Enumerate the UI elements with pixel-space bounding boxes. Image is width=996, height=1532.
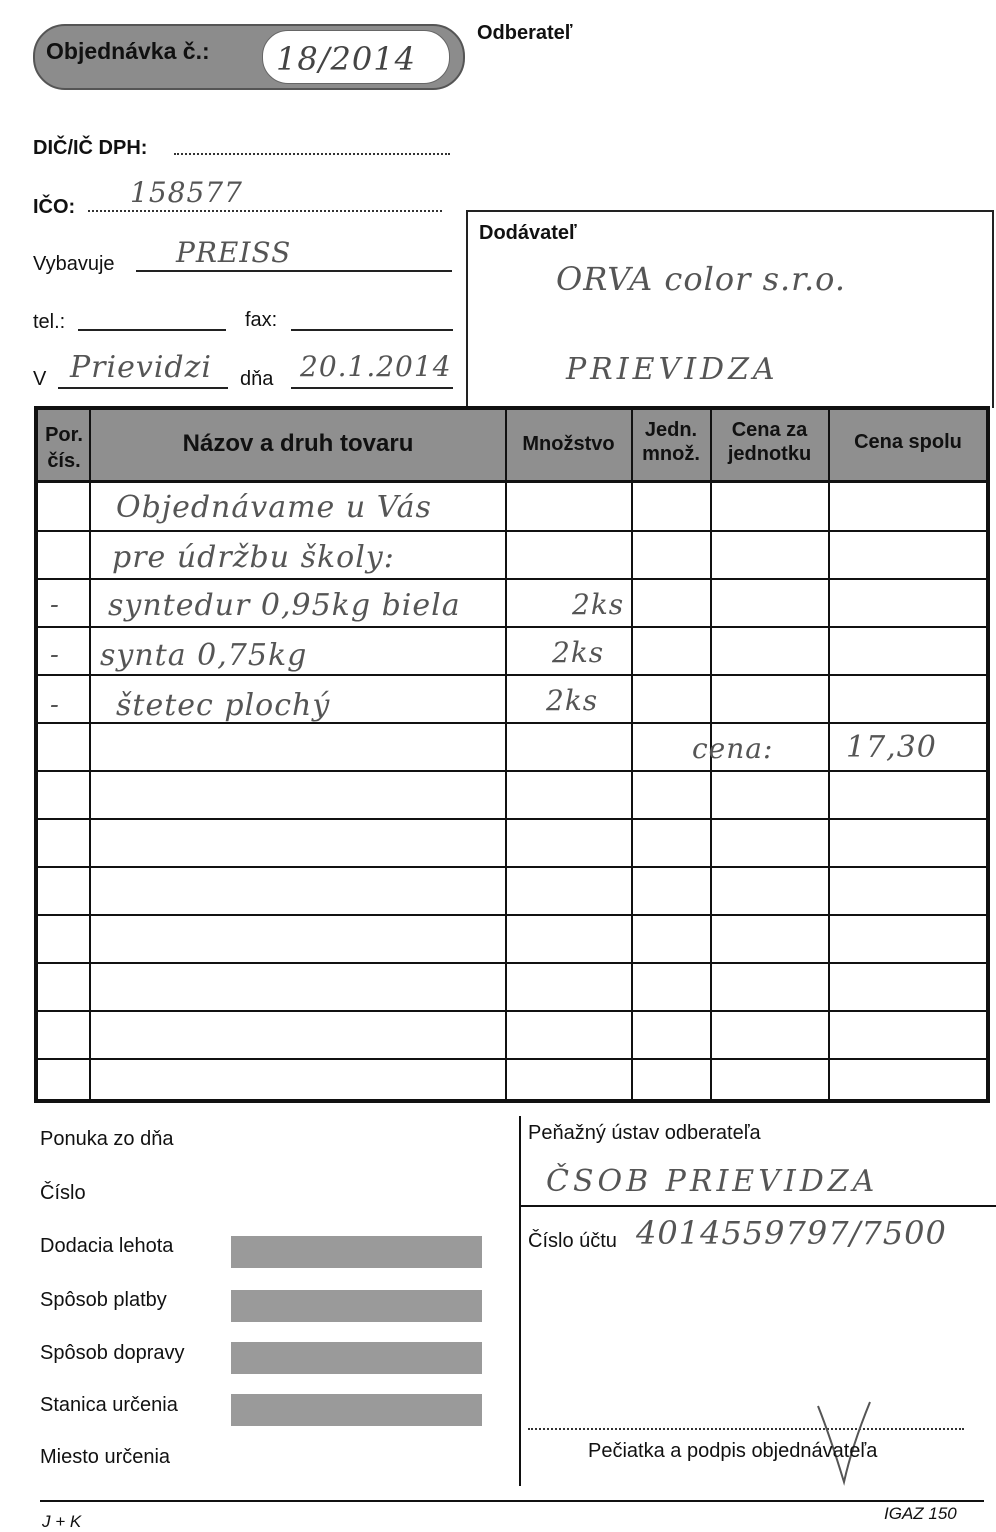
table-row	[38, 866, 986, 868]
table-row	[38, 818, 986, 820]
table-row-quantity: 2ks	[552, 636, 605, 669]
table-row	[38, 1058, 986, 1060]
col-header-unit-line2: množ.	[642, 443, 700, 465]
table-row-name: syntedur 0,95kg biela	[108, 588, 461, 623]
order-label: Objednávka č.:	[46, 38, 210, 64]
place-of-destination-label: Miesto určenia	[40, 1446, 171, 1468]
table-row	[38, 1010, 986, 1012]
supplier-label: Dodávateľ	[479, 222, 577, 244]
delivery-field[interactable]	[231, 1236, 482, 1268]
table-row	[38, 962, 986, 964]
table-row	[38, 914, 986, 916]
fax-field[interactable]	[291, 329, 453, 331]
bank-label: Peňažný ústav odberateľa	[528, 1122, 761, 1144]
price-note-label: cena:	[692, 732, 774, 765]
col-divider	[631, 410, 633, 1099]
payment-label: Spôsob platby	[40, 1289, 167, 1311]
col-header-name: Názov a druh tovaru	[182, 430, 414, 457]
col-divider	[828, 410, 830, 1099]
col-header-number-line2: čís.	[47, 450, 81, 472]
date-field[interactable]	[291, 387, 453, 389]
table-row	[38, 530, 986, 532]
dic-label: DIČ/IČ DPH:	[33, 137, 148, 159]
price-note-value: 17,30	[846, 730, 937, 765]
account-label: Číslo účtu	[528, 1230, 617, 1252]
tel-field[interactable]	[78, 329, 226, 331]
col-header-unit-price-line1: Cena za	[731, 419, 808, 441]
supplier-name: ORVA color s.r.o.	[556, 260, 846, 298]
col-header-total: Cena spolu	[854, 431, 962, 453]
table-row-name: synta 0,75kg	[100, 638, 308, 673]
table-row-name: Objednávame u Vás	[116, 490, 432, 525]
table-row	[38, 626, 986, 628]
col-header-unit	[633, 418, 709, 466]
table-row	[38, 770, 986, 772]
table-row-quantity: 2ks	[546, 684, 599, 717]
publisher-left: J + K	[42, 1512, 82, 1531]
bottom-rule	[40, 1500, 984, 1502]
col-divider	[89, 410, 91, 1099]
delivery-label: Dodacia lehota	[40, 1235, 174, 1257]
publisher-right: IGAZ 150	[884, 1504, 957, 1523]
dic-field[interactable]	[174, 153, 450, 155]
date-value: 20.1.2014	[300, 350, 452, 383]
bank-divider	[520, 1205, 996, 1207]
col-divider	[505, 410, 507, 1099]
number-label: Číslo	[40, 1182, 86, 1204]
col-header-number	[40, 422, 88, 474]
tel-label: tel.:	[33, 311, 66, 333]
table-row-number: -	[50, 690, 60, 720]
place-value: Prievidzi	[70, 350, 213, 385]
col-header-quantity: Množstvo	[522, 433, 615, 455]
col-header-unit-price-line2: jednotku	[727, 443, 812, 465]
handler-label: Vybavuje	[33, 253, 115, 275]
table-row	[38, 674, 986, 676]
account-value: 4014559797/7500	[636, 1214, 947, 1252]
station-field[interactable]	[231, 1394, 482, 1426]
ico-label: IČO:	[33, 196, 76, 218]
col-header-unit-price	[712, 418, 827, 466]
order-number-value: 18/2014	[276, 40, 416, 78]
table-row-number: -	[50, 640, 60, 670]
table-row	[38, 578, 986, 580]
col-header-unit-line1: Jedn.	[644, 419, 698, 441]
table-row-number: -	[50, 590, 60, 620]
signature-field[interactable]	[528, 1428, 964, 1430]
handler-value: PREISS	[176, 236, 292, 269]
place-field[interactable]	[58, 387, 228, 389]
place-label: V	[33, 368, 47, 390]
offer-label: Ponuka zo dňa	[40, 1128, 174, 1150]
table-row-quantity: 2ks	[572, 588, 625, 621]
bank-value: ČSOB PRIEVIDZA	[546, 1164, 879, 1199]
supplier-city: PRIEVIDZA	[566, 352, 779, 387]
handler-field[interactable]	[136, 270, 452, 272]
col-header-number-line1: Por.	[45, 424, 83, 446]
payment-field[interactable]	[231, 1290, 482, 1322]
table-row-name: pre údržbu školy:	[112, 540, 395, 575]
station-label: Stanica určenia	[40, 1394, 178, 1416]
transport-field[interactable]	[231, 1342, 482, 1374]
fax-label: fax:	[245, 309, 278, 331]
ico-field[interactable]	[88, 210, 442, 212]
footer-divider	[519, 1116, 521, 1486]
buyer-label: Odberateľ	[477, 22, 573, 44]
ico-value: 158577	[130, 176, 243, 209]
transport-label: Spôsob dopravy	[40, 1342, 185, 1364]
date-label: dňa	[240, 368, 274, 390]
signature-label: Pečiatka a podpis objednávateľa	[588, 1440, 878, 1462]
table-row-name: štetec plochý	[116, 688, 331, 723]
